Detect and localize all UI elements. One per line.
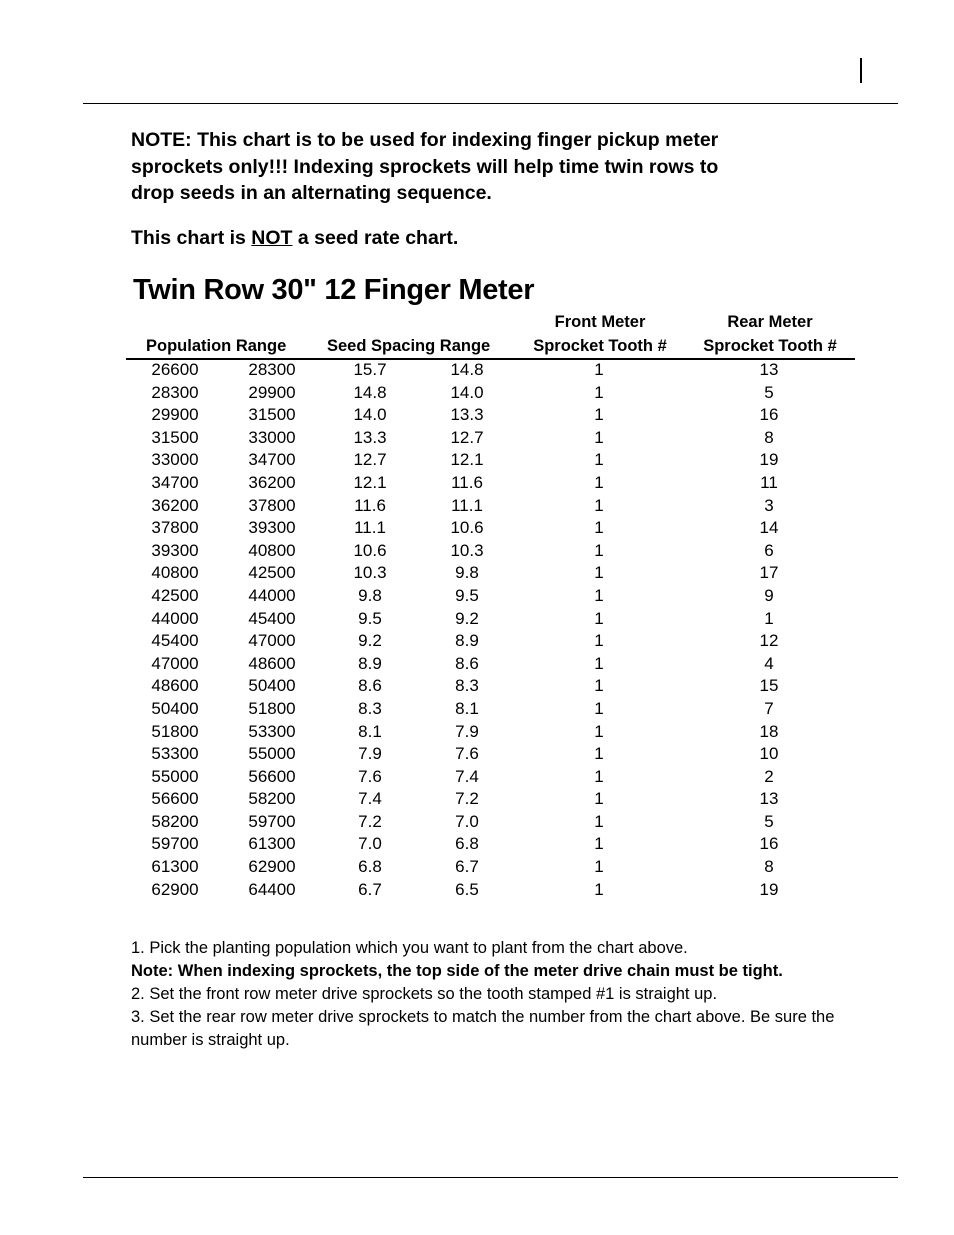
table-row	[0, 382, 954, 405]
spacing-from-cell: 7.6	[358, 766, 382, 786]
population-from-cell: 34700	[151, 472, 199, 492]
instruction-step-2: 2. Set the front row meter drive sprockets so the tooth stamped #1 is straight up.	[131, 985, 718, 1003]
rear-sprocket-tooth-cell: 5	[764, 382, 774, 402]
front-sprocket-tooth-cell: 1	[594, 585, 604, 605]
header-rear-meter-line2: Sprocket Tooth #	[703, 337, 837, 355]
note-line-3: drop seeds in an alternating sequence.	[131, 182, 492, 204]
front-sprocket-tooth-cell: 1	[594, 653, 604, 673]
front-sprocket-tooth-cell: 1	[594, 382, 604, 402]
table-row	[0, 404, 954, 427]
front-sprocket-tooth-cell: 1	[594, 811, 604, 831]
not-rate-statement	[131, 227, 458, 250]
spacing-to-cell: 8.3	[455, 676, 479, 696]
front-sprocket-tooth-cell: 1	[594, 450, 604, 470]
rear-sprocket-tooth-cell: 4	[764, 653, 774, 673]
spacing-from-cell: 9.2	[358, 631, 382, 651]
spacing-to-cell: 6.5	[455, 879, 479, 899]
rear-sprocket-tooth-cell: 9	[764, 585, 774, 605]
rear-sprocket-tooth-cell: 15	[759, 676, 779, 696]
spacing-to-cell: 8.9	[455, 631, 479, 651]
spacing-to-cell: 11.6	[451, 472, 483, 492]
population-from-cell: 37800	[151, 518, 199, 538]
table-row	[0, 833, 954, 856]
population-to-cell: 36200	[248, 472, 296, 492]
rear-sprocket-tooth-cell: 12	[759, 631, 779, 651]
population-to-cell: 62900	[248, 857, 296, 877]
spacing-to-cell: 14.8	[450, 360, 484, 379]
table-row	[0, 675, 954, 698]
spacing-to-cell: 13.3	[450, 405, 484, 425]
table-row	[0, 472, 954, 495]
header-seed-spacing-range: Seed Spacing Range	[327, 337, 491, 355]
rear-sprocket-tooth-cell: 6	[764, 540, 774, 560]
rear-sprocket-tooth-cell: 3	[764, 495, 774, 515]
table-row	[0, 517, 954, 540]
rear-sprocket-tooth-cell: 17	[759, 563, 779, 583]
population-from-cell: 45400	[151, 631, 199, 651]
instructions	[131, 937, 861, 1052]
rear-sprocket-tooth-cell: 19	[759, 879, 779, 899]
spacing-to-cell: 6.7	[455, 857, 479, 877]
table-row	[0, 608, 954, 631]
header-front-meter-line2: Sprocket Tooth #	[533, 337, 667, 355]
spacing-from-cell: 8.1	[358, 721, 382, 741]
population-from-cell: 51800	[151, 721, 199, 741]
rear-sprocket-tooth-cell: 18	[759, 721, 779, 741]
table-row	[0, 562, 954, 585]
spacing-to-cell: 7.9	[455, 721, 479, 741]
table-row	[0, 630, 954, 653]
population-to-cell: 29900	[248, 382, 296, 402]
rear-sprocket-tooth-cell: 13	[759, 789, 779, 809]
population-from-cell: 48600	[151, 676, 199, 696]
population-to-cell: 59700	[248, 811, 296, 831]
not-rate-prefix: This chart is	[131, 227, 252, 249]
spacing-from-cell: 13.3	[353, 427, 387, 447]
rear-sprocket-tooth-cell: 10	[759, 744, 779, 764]
spacing-to-cell: 7.2	[455, 789, 479, 809]
population-from-cell: 55000	[151, 766, 199, 786]
table-row	[0, 743, 954, 766]
front-sprocket-tooth-cell: 1	[594, 360, 604, 379]
spacing-from-cell: 11.6	[354, 495, 386, 515]
front-sprocket-tooth-cell: 1	[594, 631, 604, 651]
population-from-cell: 26600	[151, 360, 199, 379]
front-sprocket-tooth-cell: 1	[594, 427, 604, 447]
rear-sprocket-tooth-cell: 13	[759, 360, 779, 379]
table-row	[0, 698, 954, 721]
table-row	[0, 585, 954, 608]
header-front-meter-line1: Front Meter	[554, 313, 646, 331]
population-from-cell: 40800	[151, 563, 199, 583]
population-from-cell: 44000	[151, 608, 199, 628]
table-row	[0, 879, 954, 902]
table-row	[0, 359, 954, 382]
table-row	[0, 540, 954, 563]
population-from-cell: 31500	[151, 427, 199, 447]
front-sprocket-tooth-cell: 1	[594, 766, 604, 786]
population-to-cell: 31500	[248, 405, 296, 425]
rear-sprocket-tooth-cell: 5	[764, 811, 774, 831]
spacing-to-cell: 11.1	[451, 495, 483, 515]
population-to-cell: 58200	[248, 789, 296, 809]
population-to-cell: 61300	[248, 834, 296, 854]
population-from-cell: 33000	[151, 450, 199, 470]
spacing-from-cell: 14.0	[353, 405, 387, 425]
instruction-note: Note: When indexing sprockets, the top side of the meter drive chain must be tight.	[131, 962, 783, 980]
footer-rule	[83, 1177, 898, 1178]
population-from-cell: 61300	[151, 857, 199, 877]
not-rate-suffix: a seed rate chart.	[292, 227, 459, 249]
population-from-cell: 58200	[151, 811, 199, 831]
header-rule	[83, 103, 898, 104]
front-sprocket-tooth-cell: 1	[594, 879, 604, 899]
table-body	[0, 359, 954, 901]
population-to-cell: 47000	[248, 631, 296, 651]
population-to-cell: 56600	[248, 766, 296, 786]
spacing-from-cell: 7.4	[358, 789, 382, 809]
front-sprocket-tooth-cell: 1	[594, 405, 604, 425]
table-row	[0, 495, 954, 518]
spacing-to-cell: 12.1	[450, 450, 484, 470]
rear-sprocket-tooth-cell: 16	[759, 405, 779, 425]
header-rear-meter-line1: Rear Meter	[727, 313, 813, 331]
spacing-from-cell: 6.8	[358, 857, 382, 877]
spacing-from-cell: 9.8	[358, 585, 382, 605]
spacing-to-cell: 7.6	[455, 744, 479, 764]
table-row	[0, 449, 954, 472]
population-from-cell: 50400	[151, 698, 199, 718]
front-sprocket-tooth-cell: 1	[594, 563, 604, 583]
rear-sprocket-tooth-cell: 8	[764, 857, 774, 877]
population-from-cell: 39300	[151, 540, 199, 560]
spacing-to-cell: 14.0	[450, 382, 484, 402]
population-to-cell: 28300	[248, 360, 296, 379]
population-to-cell: 39300	[248, 518, 296, 538]
table-row	[0, 721, 954, 744]
spacing-from-cell: 8.9	[358, 653, 382, 673]
spacing-from-cell: 7.0	[358, 834, 382, 854]
population-from-cell: 29900	[151, 405, 199, 425]
spacing-to-cell: 9.8	[455, 563, 479, 583]
spacing-from-cell: 12.7	[353, 450, 387, 470]
table-row	[0, 766, 954, 789]
spacing-to-cell: 6.8	[455, 834, 479, 854]
front-sprocket-tooth-cell: 1	[594, 472, 604, 492]
population-from-cell: 53300	[151, 744, 199, 764]
population-to-cell: 55000	[248, 744, 296, 764]
population-to-cell: 50400	[248, 676, 296, 696]
population-from-cell: 47000	[151, 653, 199, 673]
instruction-step-1: 1. Pick the planting population which you want to plant from the chart above.	[131, 939, 688, 957]
rear-sprocket-tooth-cell: 7	[764, 698, 774, 718]
instruction-step-3: 3. Set the rear row meter drive sprockets to match the number from the chart above. Be sure the number is straight up.	[131, 1008, 835, 1049]
spacing-to-cell: 10.3	[450, 540, 484, 560]
spacing-to-cell: 9.5	[455, 585, 479, 605]
rear-sprocket-tooth-cell: 19	[759, 450, 779, 470]
front-sprocket-tooth-cell: 1	[594, 495, 604, 515]
population-to-cell: 48600	[248, 653, 296, 673]
note-line-2: sprockets only!!! Indexing sprockets will help time twin rows to	[131, 155, 719, 178]
spacing-from-cell: 14.8	[353, 382, 387, 402]
table-row	[0, 653, 954, 676]
population-to-cell: 34700	[248, 450, 296, 470]
rear-sprocket-tooth-cell: 1	[764, 608, 774, 628]
spacing-from-cell: 10.6	[353, 540, 387, 560]
front-sprocket-tooth-cell: 1	[594, 518, 604, 538]
table-row	[0, 811, 954, 834]
table-row	[0, 856, 954, 879]
spacing-to-cell: 8.1	[455, 698, 479, 718]
front-sprocket-tooth-cell: 1	[594, 744, 604, 764]
population-to-cell: 37800	[248, 495, 296, 515]
rear-sprocket-tooth-cell: 2	[764, 766, 774, 786]
not-rate-emphasis: NOT	[251, 227, 293, 249]
spacing-to-cell: 9.2	[455, 608, 479, 628]
population-to-cell: 51800	[248, 698, 296, 718]
page-margin-mark	[860, 58, 862, 83]
front-sprocket-tooth-cell: 1	[594, 540, 604, 560]
table-row	[0, 427, 954, 450]
note-line-1: NOTE: This chart is to be used for indexing finger pickup meter	[131, 129, 719, 151]
population-from-cell: 28300	[151, 382, 199, 402]
front-sprocket-tooth-cell: 1	[594, 608, 604, 628]
front-sprocket-tooth-cell: 1	[594, 789, 604, 809]
population-to-cell: 45400	[248, 608, 296, 628]
population-to-cell: 44000	[248, 585, 296, 605]
spacing-from-cell: 10.3	[353, 563, 387, 583]
front-sprocket-tooth-cell: 1	[594, 857, 604, 877]
spacing-from-cell: 9.5	[358, 608, 382, 628]
spacing-from-cell: 7.2	[358, 811, 382, 831]
table-row	[0, 788, 954, 811]
front-sprocket-tooth-cell: 1	[594, 834, 604, 854]
indexing-note	[131, 127, 831, 207]
header-population-range: Population Range	[146, 337, 287, 355]
spacing-to-cell: 10.6	[450, 518, 484, 538]
spacing-from-cell: 15.7	[353, 360, 387, 379]
population-to-cell: 64400	[248, 879, 296, 899]
population-to-cell: 40800	[248, 540, 296, 560]
population-from-cell: 59700	[151, 834, 199, 854]
chart-title: Twin Row 30" 12 Finger Meter	[133, 274, 535, 306]
spacing-to-cell: 12.7	[450, 427, 484, 447]
population-from-cell: 42500	[151, 585, 199, 605]
front-sprocket-tooth-cell: 1	[594, 721, 604, 741]
population-from-cell: 56600	[151, 789, 199, 809]
spacing-to-cell: 7.0	[455, 811, 479, 831]
population-from-cell: 36200	[151, 495, 199, 515]
front-sprocket-tooth-cell: 1	[594, 698, 604, 718]
spacing-from-cell: 8.3	[358, 698, 382, 718]
rear-sprocket-tooth-cell: 14	[759, 518, 779, 538]
rear-sprocket-tooth-cell: 11	[760, 472, 778, 492]
front-sprocket-tooth-cell: 1	[594, 676, 604, 696]
spacing-from-cell: 6.7	[358, 879, 382, 899]
rear-sprocket-tooth-cell: 16	[759, 834, 779, 854]
rear-sprocket-tooth-cell: 8	[764, 427, 774, 447]
spacing-from-cell: 7.9	[358, 744, 382, 764]
population-to-cell: 53300	[248, 721, 296, 741]
population-to-cell: 33000	[248, 427, 296, 447]
spacing-from-cell: 11.1	[354, 518, 386, 538]
spacing-from-cell: 12.1	[353, 472, 387, 492]
population-to-cell: 42500	[248, 563, 296, 583]
spacing-from-cell: 8.6	[358, 676, 382, 696]
spacing-to-cell: 8.6	[455, 653, 479, 673]
population-from-cell: 62900	[151, 879, 199, 899]
spacing-to-cell: 7.4	[455, 766, 479, 786]
